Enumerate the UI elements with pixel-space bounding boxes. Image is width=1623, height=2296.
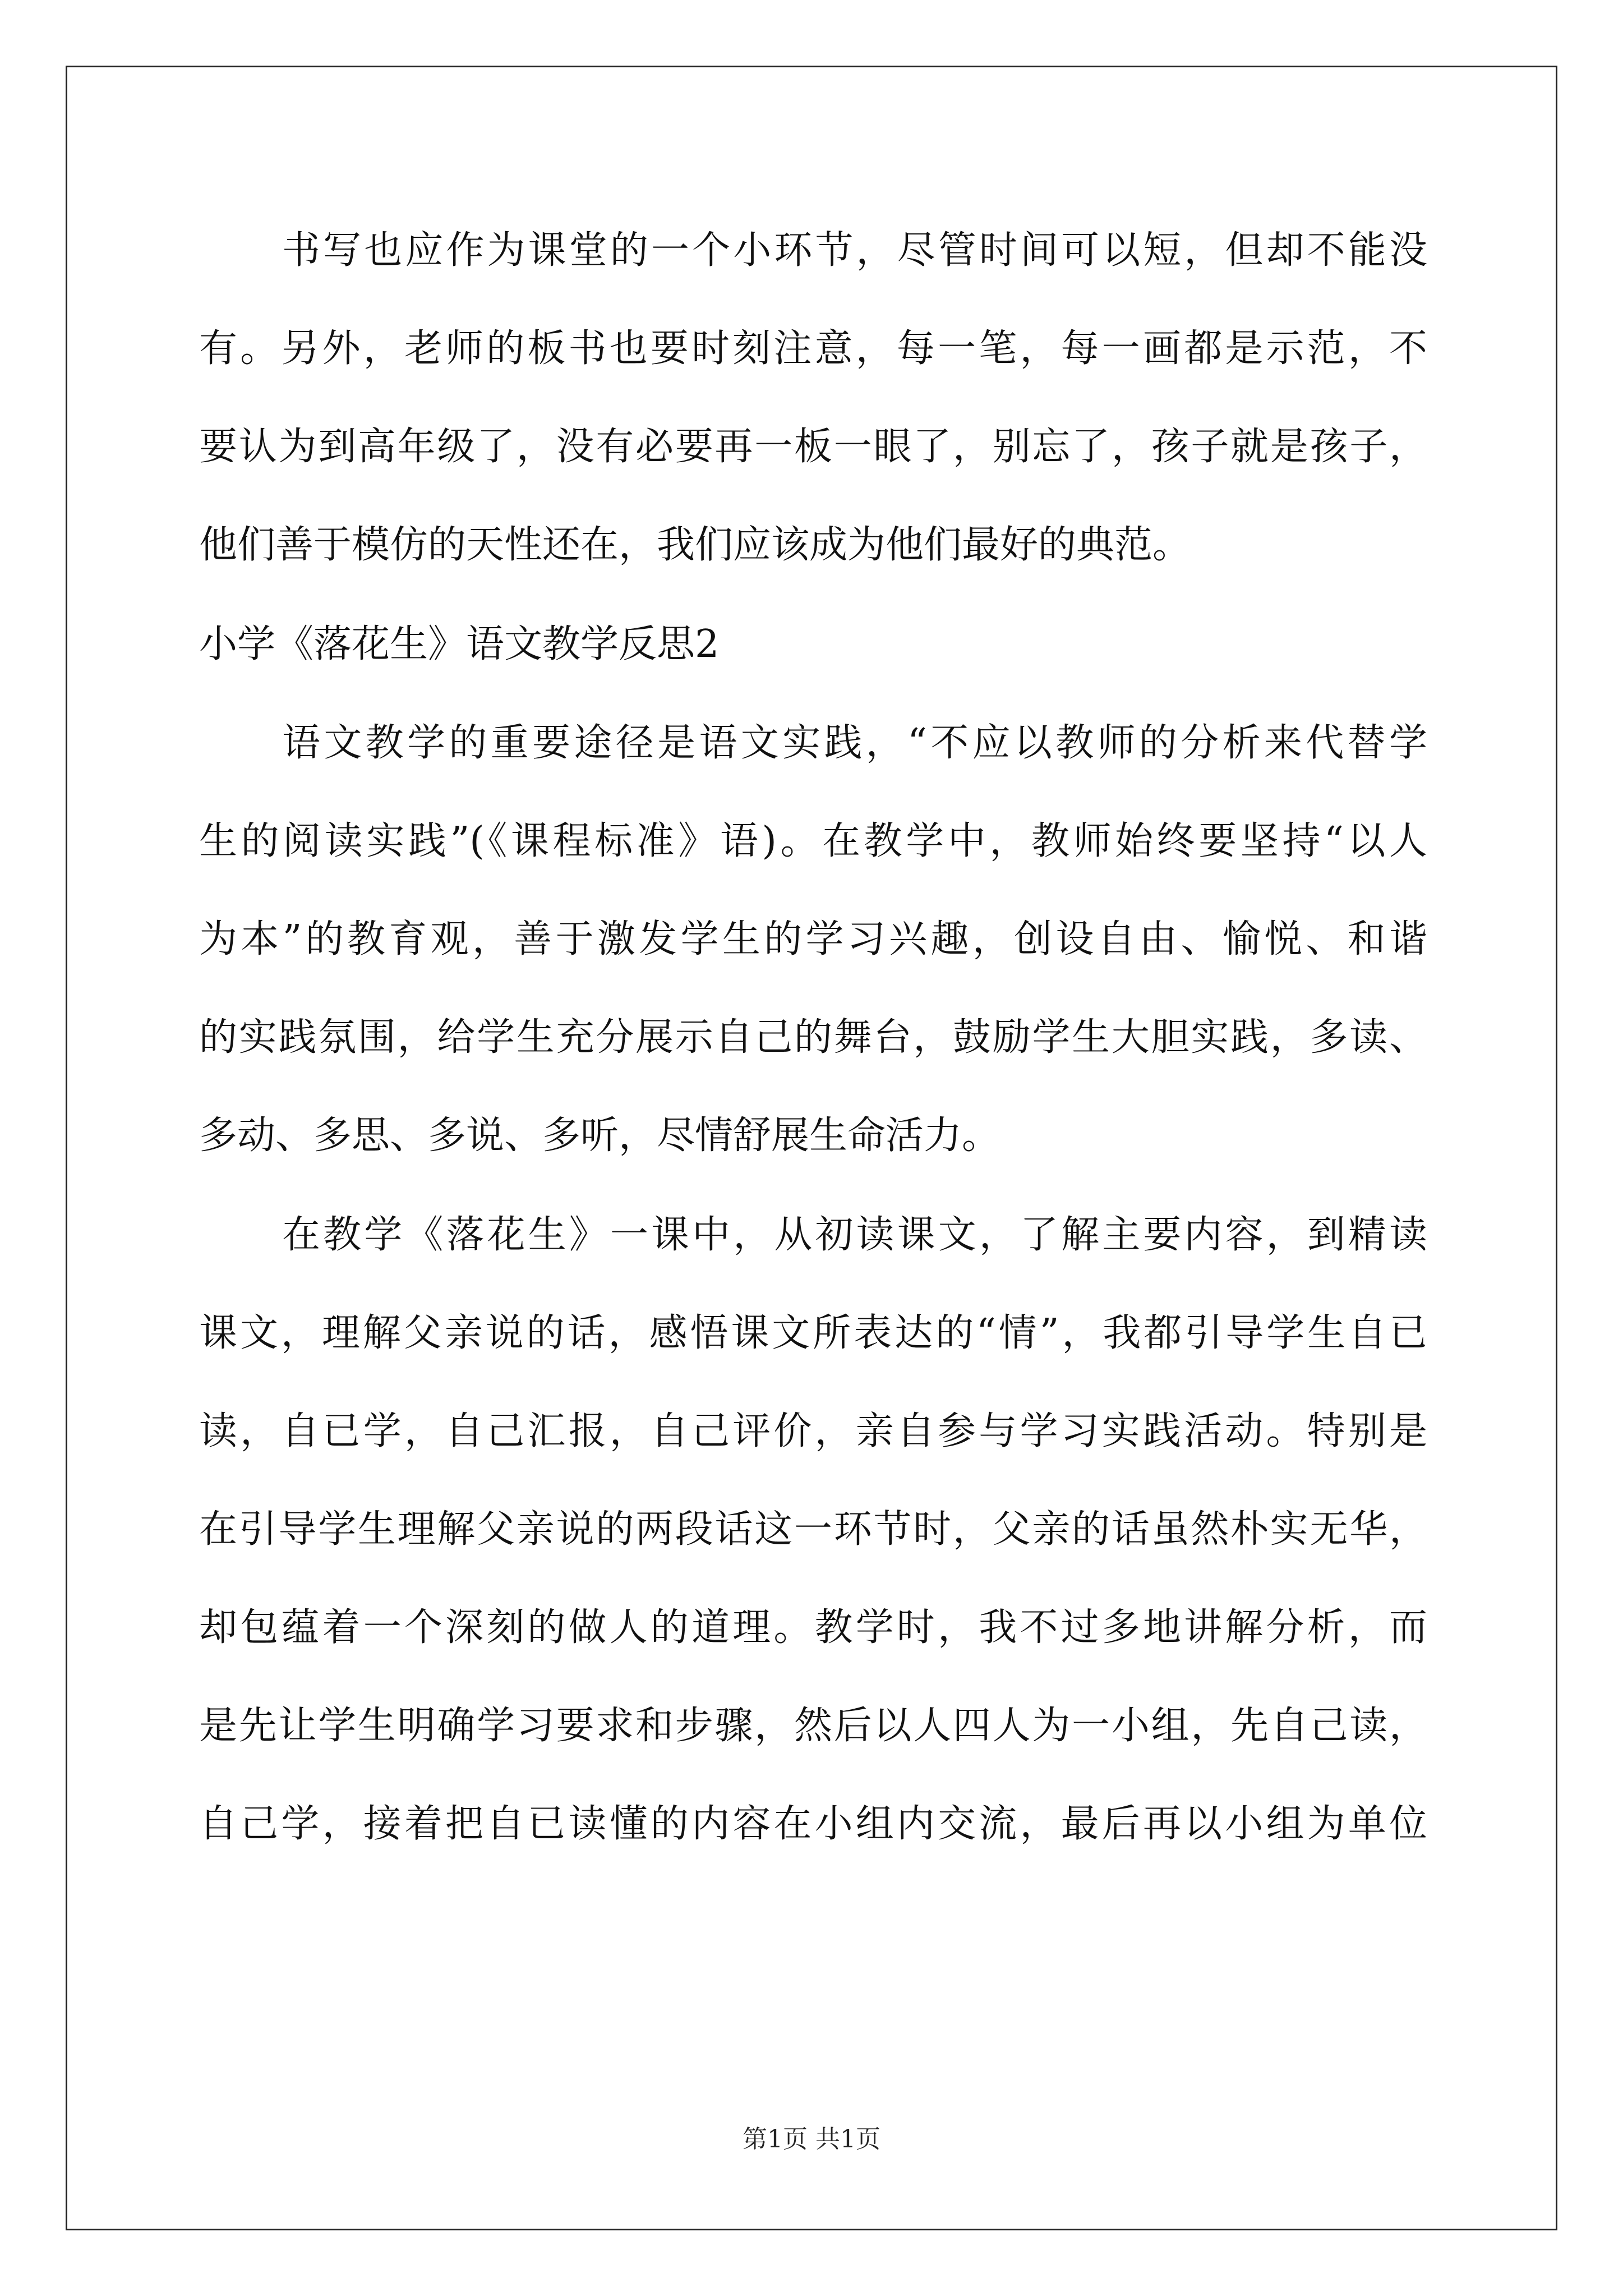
paragraph-1-line-1: 书写也应作为课堂的一个小环节，尽管时间可以短，但却不能没 [282,228,1427,273]
paragraph-3-line-1: 在教学《落花生》一课中，从初读课文，了解主要内容，到精读 [282,1213,1427,1257]
paragraph-1-line-4: 他们善于模仿的天性还在，我们应该成为他们最好的典范。 [199,523,1191,567]
paragraph-2-line-3: 为本”的教育观，善于激发学生的学习兴趣，创设自由、愉悦、和谐 [199,917,1427,961]
paragraph-3-line-7: 自己学，接着把自已读懂的内容在小组内交流，最后再以小组为单位 [199,1802,1427,1846]
paragraph-2-line-5: 多动、多思、多说、多听，尽情舒展生命活力。 [199,1114,1000,1158]
page-number-footer: 第1页 共1页 [743,2125,880,2154]
paragraph-3-line-3: 读，自已学，自己汇报，自己评价，亲自参与学习实践活动。特别是 [199,1409,1427,1453]
paragraph-2-line-4: 的实践氛围，给学生充分展示自己的舞台，鼓励学生大胆实践，多读、 [199,1015,1427,1060]
paragraph-3-line-2: 课文，理解父亲说的话，感悟课文所表达的“情”，我都引导学生自已 [199,1311,1427,1355]
paragraph-2-line-2: 生的阅读实践”(《课程标准》语)。在教学中，教师始终要坚持“以人 [199,819,1427,863]
section-heading: 小学《落花生》语文教学反思2 [199,622,720,666]
paragraph-3-line-5: 却包蕴着一个深刻的做人的道理。教学时，我不过多地讲解分析，而 [199,1605,1427,1650]
paragraph-1-line-3: 要认为到高年级了，没有必要再一板一眼了，别忘了，孩子就是孩子， [199,425,1427,469]
paragraph-3-line-4: 在引导学生理解父亲说的两段话这一环节时，父亲的话虽然朴实无华， [199,1507,1427,1552]
paragraph-3-line-6: 是先让学生明确学习要求和步骤，然后以人四人为一小组，先自己读， [199,1704,1427,1748]
paragraph-2-line-1: 语文教学的重要途径是语文实践，“不应以教师的分析来代替学 [282,721,1427,765]
paragraph-1-line-2: 有。另外，老师的板书也要时刻注意，每一笔，每一画都是示范，不 [199,326,1427,371]
